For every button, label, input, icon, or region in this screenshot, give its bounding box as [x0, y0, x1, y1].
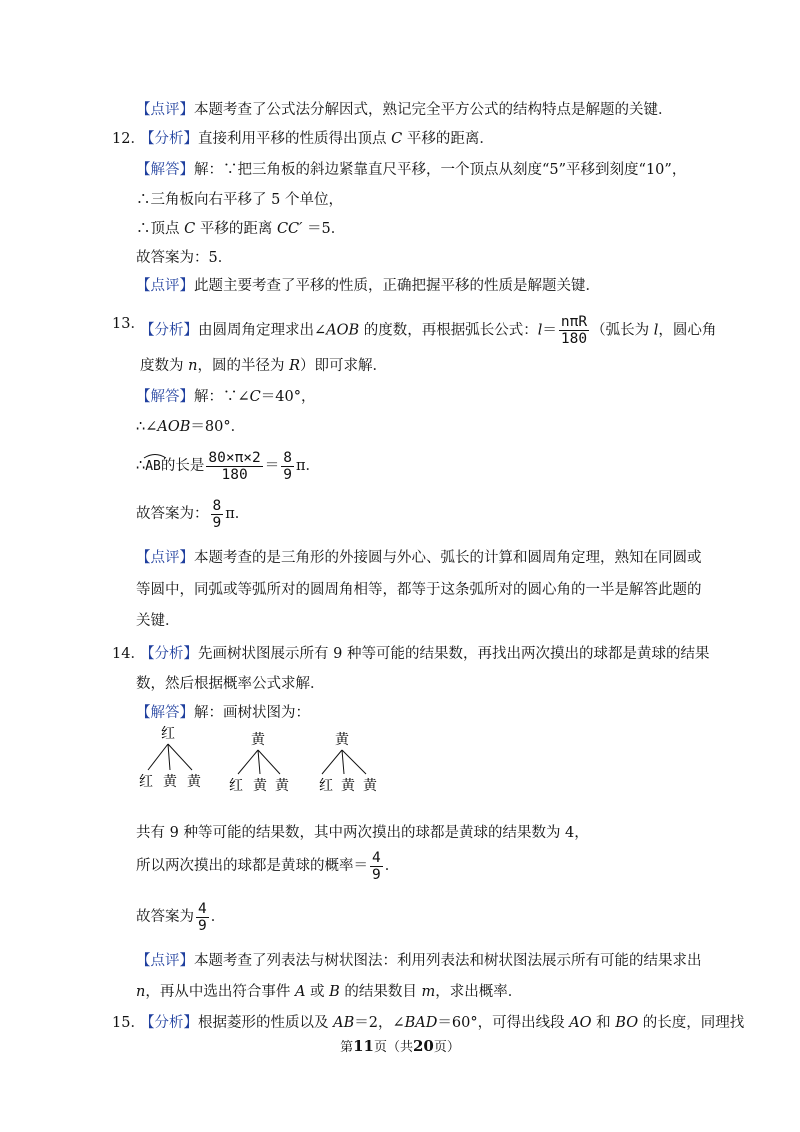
q13-review-line-2: 等圆中，同弧或等弧所对的圆周角相等，都等于这条弧所对的圆心角的一半是解答此题的 [136, 582, 702, 598]
review-tag: 【点评】 [136, 278, 194, 294]
tree-3-leaf-1: 红 [319, 778, 333, 794]
analysis-tag: 【分析】 [140, 131, 198, 147]
final-fraction: $\frac{8}{9}$ [212, 497, 222, 531]
tree-2 [229, 732, 290, 794]
q14-answer: 【解答】解：画树状图为： [136, 705, 310, 721]
q14-review: 【点评】本题考查了列表法与树状图法：利用列表法和树状图法展示所有可能的结果求出 [136, 953, 702, 969]
tree-1-leaf-3: 黄 [187, 774, 201, 790]
answer-tag: 【解答】 [136, 389, 194, 405]
q12-analysis: 【分析】直接利用平移的性质得出顶点 C 平移的距离． [140, 131, 494, 147]
arc-ab-label: AB [145, 447, 161, 487]
q12-number: 12． [112, 131, 145, 147]
review-tag: 【点评】 [136, 102, 194, 118]
tree-1-leaf-2: 黄 [163, 774, 177, 790]
q13-analysis: 【分析】由圆周角定理求出∠AOB 的度数，再根据弧长公式：l＝ $\frac{\text{nπR}}{180}$ （弧长为 l，圆心角 [140, 314, 717, 347]
analysis-tag: 【分析】 [140, 646, 198, 662]
probability-fraction: $\frac{4}{9}$ [372, 849, 381, 883]
review-tag: 【点评】 [136, 953, 194, 969]
tree-3-leaf-3: 黄 [363, 778, 377, 794]
tree-2-root: 黄 [251, 732, 265, 748]
tree-2-leaf-3: 黄 [275, 778, 289, 794]
q15-analysis: 【分析】根据菱形的性质以及 AB＝2，∠BAD＝60°，可得出线段 AO 和 BO 的长度，同理找 [140, 1015, 745, 1031]
q13-review-line-3: 关键． [136, 613, 180, 629]
tree-1 [139, 726, 202, 790]
tree-2-leaf-2: 黄 [253, 778, 267, 794]
q14-review-line-2: n，再从中选出符合事件 A 或 B 的结果数目 m，求出概率． [136, 984, 523, 1000]
analysis-tag: 【分析】 [140, 322, 198, 339]
q12-step-2: ∴三角板向右平移了 5 个单位， [136, 192, 343, 208]
tree-diagram [130, 720, 390, 800]
q13-answer: 【解答】解：∵∠C＝40°， [136, 389, 316, 405]
q13-analysis-line-2: 度数为 n，圆的半径为 R）即可求解． [140, 358, 387, 374]
q12-answer: 【解答】解：∵把三角板的斜边紧靠直尺平移，一个顶点从刻度“5”平移到刻度“10”， [136, 162, 687, 178]
q11-review-text: 本题考查了公式法分解因式，熟记完全平方公式的结构特点是解题的关键． [194, 102, 673, 118]
final-fraction: $\frac{4}{9}$ [198, 900, 207, 934]
arc-calc-fraction: $\frac{80\times\pi\times 2}{180}$ [208, 449, 261, 483]
q13-step-2: ∴∠AOB＝80°． [136, 419, 246, 435]
arc-result-fraction: $\frac{8}{9}$ [283, 449, 293, 483]
q14-total: 共有 9 种等可能的结果数，其中两次摸出的球都是黄球的结果数为 4， [136, 825, 589, 841]
q13-number: 13． [112, 316, 145, 332]
q14-final: 故答案为 $\frac{4}{9}$ ． [136, 900, 226, 934]
tree-1-leaf-1: 红 [139, 774, 153, 790]
answer-tag: 【解答】 [136, 705, 194, 721]
tree-3 [319, 732, 378, 794]
arc-length-formula: $\frac{\text{nπR}}{180}$ [560, 314, 588, 347]
q12-final: 故答案为：5． [136, 250, 233, 266]
q14-analysis-line-2: 数，然后根据概率公式求解． [136, 676, 325, 692]
answer-tag: 【解答】 [136, 162, 194, 178]
q12-review: 【点评】此题主要考查了平移的性质，正确把握平移的性质是解题关键． [136, 278, 600, 294]
page-footer: 第11页（共20页） [340, 1037, 460, 1055]
tree-1-root: 红 [161, 726, 175, 742]
page-number: 11 [353, 1037, 374, 1055]
tree-3-leaf-2: 黄 [341, 778, 355, 794]
q13-review: 【点评】本题考查的是三角形的外接圆与外心、弧长的计算和圆周角定理，熟知在同圆或 [136, 550, 702, 566]
q14-number: 14． [112, 646, 145, 662]
q14-probability: 所以两次摸出的球都是黄球的概率＝ $\frac{4}{9}$ ． [136, 849, 400, 883]
arc-icon [143, 453, 167, 459]
tree-2-leaf-1: 红 [229, 778, 243, 794]
review-tag: 【点评】 [136, 550, 194, 566]
analysis-tag: 【分析】 [140, 1015, 198, 1031]
q12-step-3: ∴顶点 C 平移的距离 CC′ ＝5． [136, 221, 346, 237]
q15-number: 15． [112, 1015, 145, 1031]
q11-review [136, 100, 673, 120]
q14-analysis: 【分析】先画树状图展示所有 9 种等可能的结果数，再找出两次摸出的球都是黄球的结果 [140, 646, 710, 662]
tree-3-root: 黄 [335, 732, 349, 748]
q13-step-3: ∴ AB的长是 $\frac{80\times\pi\times 2}{180}$ ＝ $\frac{8}{9}$ π． [136, 446, 320, 487]
q13-final: 故答案为： $\frac{8}{9}$ π． [136, 497, 250, 531]
page-total: 20 [413, 1037, 434, 1055]
